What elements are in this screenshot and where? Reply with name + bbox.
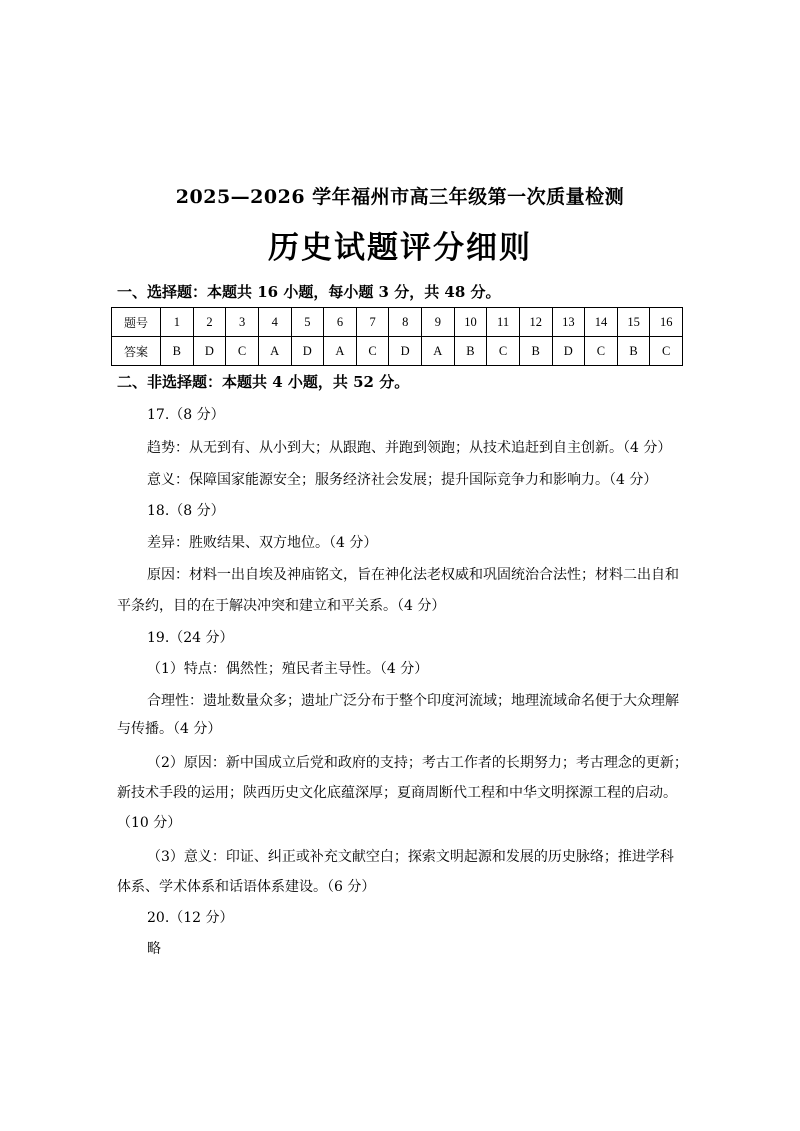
question-number: 11 <box>487 308 520 337</box>
answer-cell: B <box>454 337 487 366</box>
question-number: 14 <box>585 308 618 337</box>
answer-cell: D <box>389 337 422 366</box>
question-number: 10 <box>454 308 487 337</box>
question-number: 5 <box>291 308 324 337</box>
section-2-heading: 二、非选择题：本题共 4 小题，共 52 分。 <box>117 373 410 391</box>
question-number: 12 <box>519 308 552 337</box>
q17-trend: 趋势：从无到有、从小到大；从跟跑、并跑到领跑；从技术追赶到自主创新。（4 分） <box>147 440 672 456</box>
answer-cell: C <box>487 337 520 366</box>
q19-part1: （1）特点：偶然性；殖民者主导性。（4 分） <box>147 661 429 677</box>
section-1-heading: 一、选择题：本题共 16 小题，每小题 3 分，共 48 分。 <box>117 283 501 301</box>
answer-cell: A <box>258 337 291 366</box>
answer-cell: C <box>226 337 259 366</box>
answer-cell: C <box>585 337 618 366</box>
exam-subtitle: 2025—2026 学年福州市高三年级第一次质量检测 <box>175 186 625 208</box>
q17-meaning: 意义：保障国家能源安全；服务经济社会发展；提升国际竞争力和影响力。（4 分） <box>147 472 658 488</box>
page-title: 历史试题评分细则 <box>268 230 532 266</box>
answer-cell: A <box>324 337 357 366</box>
answer-cell: C <box>356 337 389 366</box>
q19-part2-line3: （10 分） <box>117 815 182 831</box>
answer-row <box>112 337 683 366</box>
q19-part2-line1: （2）原因：新中国成立后党和政府的支持；考古工作者的长期努力；考古理念的更新； <box>147 755 688 771</box>
question-number: 9 <box>422 308 455 337</box>
q18-difference: 差异：胜败结果、双方地位。（4 分） <box>147 535 378 551</box>
answer-cell: D <box>291 337 324 366</box>
answer-cell: B <box>519 337 552 366</box>
question-number: 3 <box>226 308 259 337</box>
answer-cell: D <box>193 337 226 366</box>
question-number-row <box>112 308 683 337</box>
question-number: 6 <box>324 308 357 337</box>
question-number: 2 <box>193 308 226 337</box>
answer-cell: A <box>422 337 455 366</box>
q19-rationality-line2: 与传播。（4 分） <box>117 721 222 737</box>
q18-reason-line2: 平条约，目的在于解决冲突和建立和平关系。（4 分） <box>117 598 446 614</box>
question-number: 16 <box>650 308 683 337</box>
q19-part3-line2: 体系、学术体系和话语体系建设。（6 分） <box>117 879 376 895</box>
answer-cell: C <box>650 337 683 366</box>
answer-cell: B <box>617 337 650 366</box>
question-number: 4 <box>258 308 291 337</box>
question-number: 1 <box>161 308 194 337</box>
q18-reason-line1: 原因：材料一出自埃及神庙铭文，旨在神化法老权威和巩固统治合法性；材料二出自和 <box>147 567 679 583</box>
q20-label: 20.（12 分） <box>147 910 234 926</box>
q19-label: 19.（24 分） <box>147 630 234 646</box>
q17-label: 17.（8 分） <box>147 407 225 423</box>
q19-part2-line2: 新技术手段的运用；陕西历史文化底蕴深厚；夏商周断代工程和中华文明探源工程的启动。 <box>117 785 677 801</box>
question-number: 8 <box>389 308 422 337</box>
row-label-answer: 答案 <box>112 337 161 366</box>
question-number: 7 <box>356 308 389 337</box>
answer-cell: B <box>161 337 194 366</box>
q19-rationality-line1: 合理性：遗址数量众多；遗址广泛分布于整个印度河流域；地理流域命名便于大众理解 <box>147 693 679 709</box>
q18-label: 18.（8 分） <box>147 503 225 519</box>
answer-cell: D <box>552 337 585 366</box>
question-number: 15 <box>617 308 650 337</box>
row-label-question: 题号 <box>112 308 161 337</box>
answer-table <box>111 307 683 366</box>
question-number: 13 <box>552 308 585 337</box>
q19-part3-line1: （3）意义：印证、纠正或补充文献空白；探索文明起源和发展的历史脉络；推进学科 <box>147 849 674 865</box>
q20-answer: 略 <box>147 941 161 957</box>
